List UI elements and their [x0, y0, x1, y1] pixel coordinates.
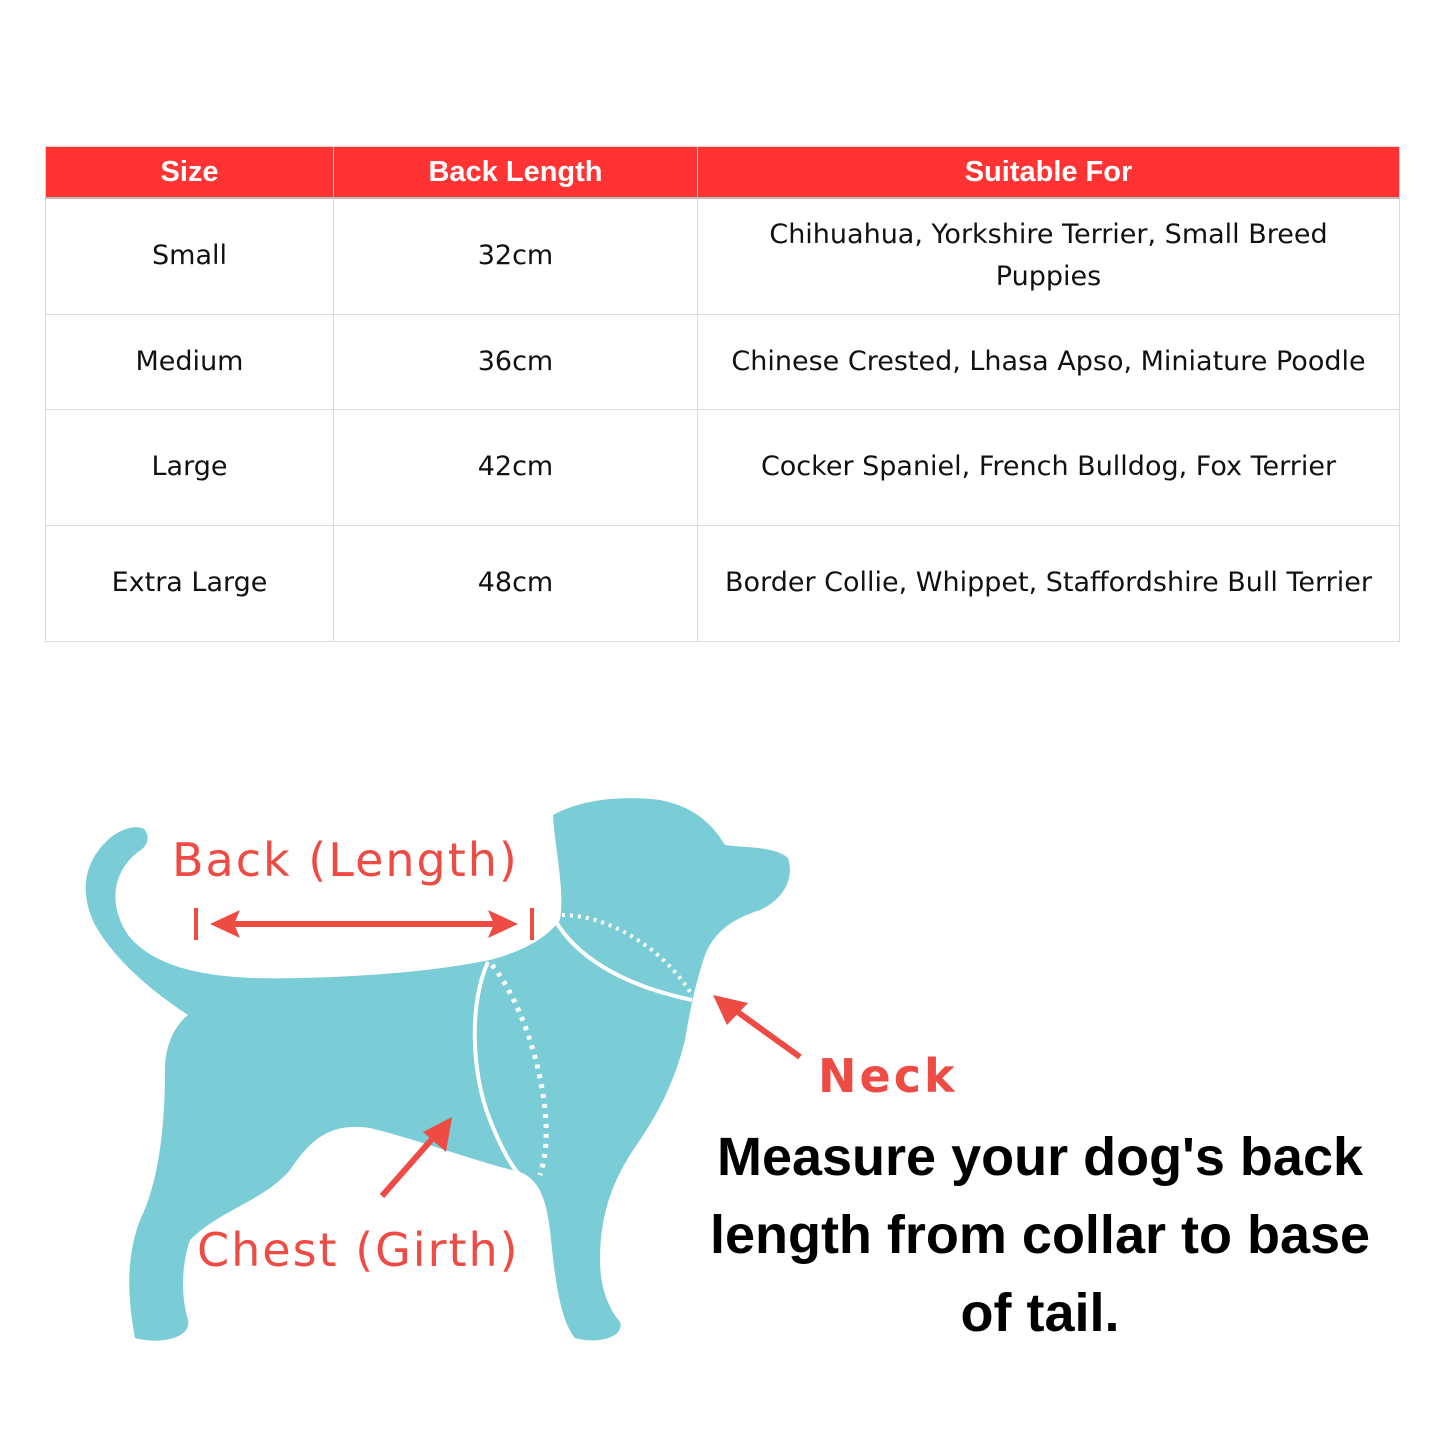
measurement-instruction: Measure your dog's back length from collar to base of tail. — [709, 1127, 1371, 1343]
size-cell: Small — [46, 198, 334, 314]
table-header — [46, 147, 1400, 199]
suitable-for-cell: Cocker Spaniel, French Bulldog, Fox Terrier — [698, 409, 1400, 525]
back-length-arrow — [196, 908, 532, 940]
size-cell: Large — [46, 409, 334, 525]
table-row — [46, 198, 1400, 314]
back-length-cell: 32cm — [334, 198, 698, 314]
back-length-cell: 48cm — [334, 525, 698, 641]
header-suitable-for: Suitable For — [698, 147, 1400, 199]
back-length-cell: 36cm — [334, 314, 698, 409]
header-size: Size — [46, 147, 334, 199]
table-row — [46, 314, 1400, 409]
back-length-label: Back (Length) — [172, 833, 519, 887]
chest-girth-label: Chest (Girth) — [197, 1223, 520, 1277]
suitable-for-cell: Chinese Crested, Lhasa Apso, Miniature Poodle — [698, 314, 1400, 409]
suitable-for-cell: Border Collie, Whippet, Staffordshire Bull Terrier — [698, 525, 1400, 641]
size-table — [45, 146, 1400, 642]
neck-arrow — [713, 995, 800, 1057]
table-row — [46, 409, 1400, 525]
table-row — [46, 525, 1400, 641]
header-back-length: Back Length — [334, 147, 698, 199]
neck-label: Neck — [818, 1049, 958, 1103]
back-length-cell: 42cm — [334, 409, 698, 525]
size-cell: Extra Large — [46, 525, 334, 641]
size-cell: Medium — [46, 314, 334, 409]
suitable-for-cell: Chihuahua, Yorkshire Terrier, Small Breed Puppies — [698, 198, 1400, 314]
